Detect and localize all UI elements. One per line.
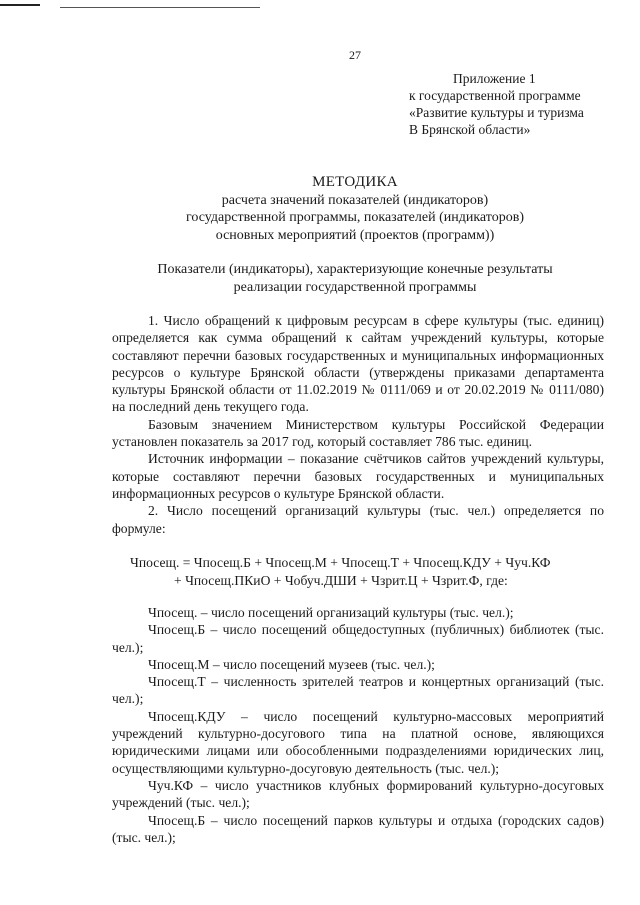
scan-artifact-line xyxy=(0,4,40,6)
definition-item: Чпосещ. – число посещений организаций культуры (тыс. чел.); xyxy=(148,605,514,620)
section-heading xyxy=(100,261,610,296)
appendix-line: к государственной программе xyxy=(409,88,581,103)
page-number: 27 xyxy=(349,48,361,62)
definition-item: Чпосещ.Б – число посещений парков культуры и отдыха (городских садов) (тыс. чел.); xyxy=(112,812,604,845)
body-paragraphs xyxy=(112,312,604,537)
scan-artifact-line xyxy=(60,7,260,8)
appendix-line: В Брянской области» xyxy=(409,122,531,137)
formula-line: + Чпосещ.ПКиО + Чобуч.ДШИ + Чзрит.Ц + Чзрит.Ф, где: xyxy=(174,572,508,588)
definition-item: Чпосещ.М – число посещений музеев (тыс. чел.); xyxy=(148,656,435,672)
appendix-line: Приложение 1 xyxy=(453,71,536,86)
definition-item: Чпосещ.Т – численность зрителей театров и концертных организаций (тыс. чел.); xyxy=(112,674,604,707)
section-heading-line: реализации государственной программы xyxy=(233,279,477,295)
paragraph: 2. Число посещений организаций культуры (тыс. чел.) определяется по формуле: xyxy=(112,503,604,536)
title-line: расчета значений показателей (индикаторов) xyxy=(221,192,489,208)
appendix-block xyxy=(409,70,629,138)
document-title xyxy=(100,174,610,244)
title-line: государственной программы, показателей (индикаторов) xyxy=(186,210,524,225)
title-main: МЕТОДИКА xyxy=(312,174,398,190)
formula-line: Чпосещ. = Чпосещ.Б + Чпосещ.М + Чпосещ.Т + Чпосещ.КДУ + Чуч.КФ xyxy=(130,555,551,570)
title-line: основных мероприятий (проектов (программ)) xyxy=(215,227,495,243)
paragraph: 1. Число обращений к цифровым ресурсам в сфере культуры (тыс. единиц) определяется как сумма обращений к сайтам учреждений культуры, которые составляют перечни базовых государственных и муниципальных информационных ресурсов о культуре Брянской области (утверждены приказами департамента культуры Брянской области от 11.02.2019 № 0111/069 и от 20.02.2019 № 0111/080) на последний день текущего года. xyxy=(112,313,604,415)
definition-item: Чпосещ.Б – число посещений общедоступных (публичных) библиотек (тыс. чел.); xyxy=(112,622,604,655)
section-heading-line: Показатели (индикаторы), характеризующие конечные результаты xyxy=(157,262,553,277)
paragraph: Источник информации – показание счётчиков сайтов учреждений культуры, которые составляют перечни базовых государственных и муниципальных информационных ресурсов о культуре Брянской области. xyxy=(112,451,604,501)
formula xyxy=(112,554,604,589)
definition-item: Чуч.КФ – число участников клубных формирований культурно-досуговых учреждений (тыс. чел.); xyxy=(112,777,604,811)
paragraph: Базовым значением Министерством культуры Российской Федерации установлен показатель за 2017 год, который составляет 786 тыс. единиц. xyxy=(112,416,604,450)
appendix-line: «Развитие культуры и туризма xyxy=(409,105,584,120)
definition-item: Чпосещ.КДУ – число посещений культурно-массовых мероприятий учреждений культурно-досугового типа на платной основе, являющихся юридическими лицами или обособленными подразделениями юридических лиц, осуществляющими культурно-досуговую деятельность (тыс. чел.); xyxy=(112,708,604,776)
definitions-list xyxy=(112,604,604,846)
